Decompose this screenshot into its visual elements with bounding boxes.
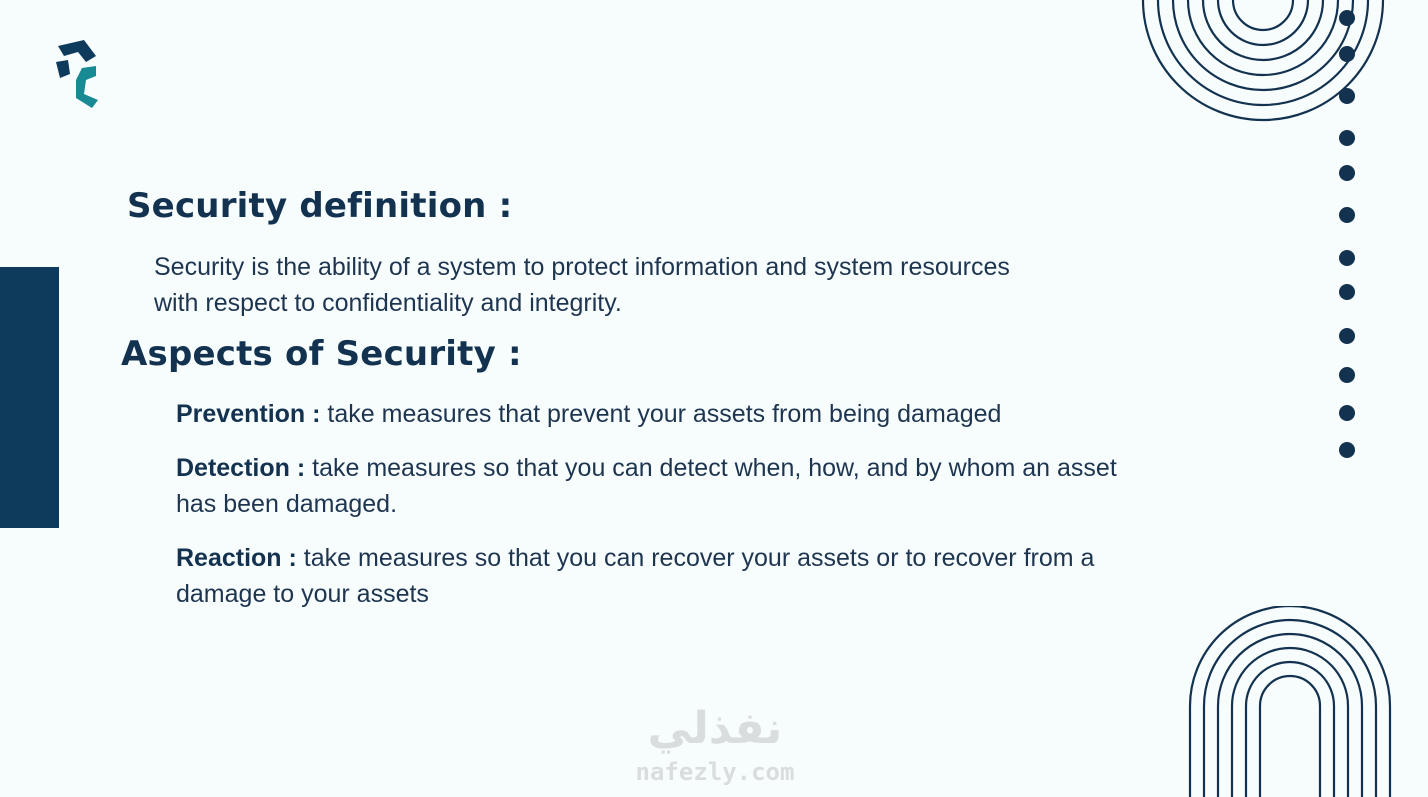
definition-text: Security is the ability of a system to protect information and system resources with respect to confidentiality and integrity.: [154, 253, 1010, 317]
aspect-description: take measures so that you can detect when, how, and by whom an asset has been damaged.: [176, 454, 1117, 518]
definition-heading: Security definition :: [127, 186, 513, 226]
aspect-term: Reaction :: [176, 544, 297, 572]
aspect-prevention: [176, 396, 1136, 432]
brand-logo-icon: [34, 34, 130, 130]
aspect-description: take measures so that you can recover your assets or to recover from a damage to your assets: [176, 544, 1095, 608]
side-accent-bar: [0, 267, 59, 528]
watermark: [600, 700, 830, 797]
vertical-dot-column-decoration: [1334, 0, 1360, 470]
aspect-detection: [176, 450, 1136, 522]
watermark-arabic: نفذلي: [647, 703, 783, 754]
aspect-term: Prevention :: [176, 400, 321, 428]
aspect-reaction: [176, 540, 1136, 612]
watermark-url: nafezly.com: [635, 758, 795, 786]
aspects-heading: Aspects of Security :: [121, 334, 522, 374]
aspect-term: Detection :: [176, 454, 306, 482]
concentric-arches-decoration: [1180, 606, 1400, 797]
aspect-description: take measures that prevent your assets from being damaged: [320, 400, 1002, 428]
